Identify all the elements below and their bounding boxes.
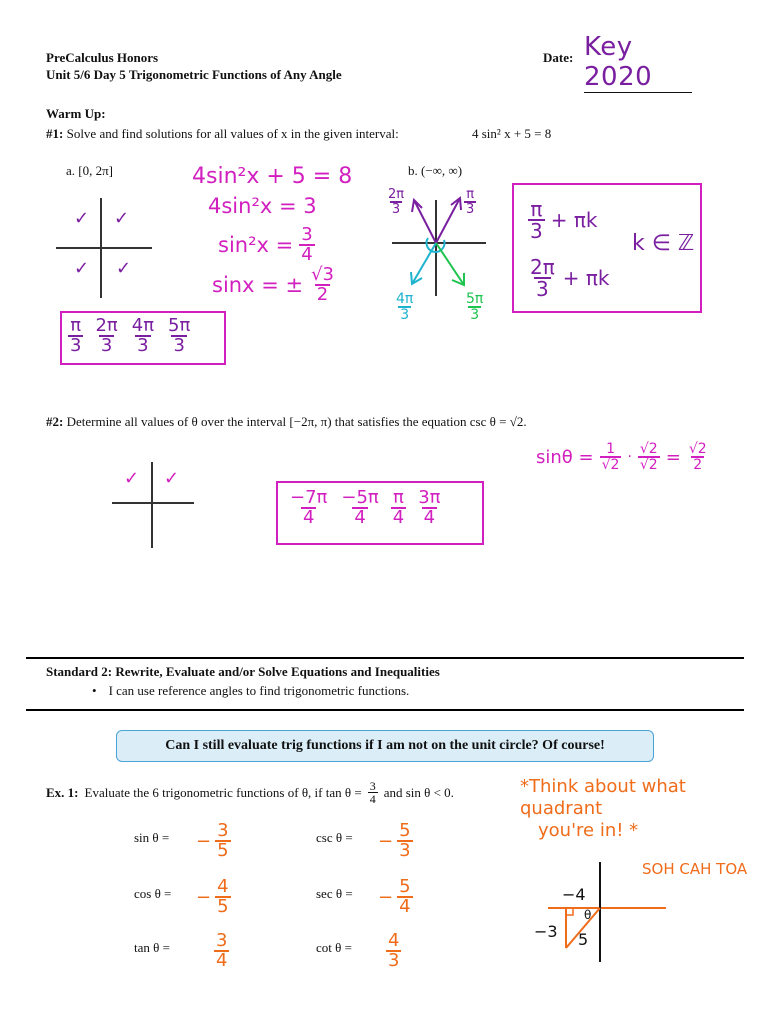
work-a-line1: 4sin²x + 5 = 8 [192,164,353,189]
frac-den: 2 [316,284,329,305]
standard-bullet: • I can use reference angles to find trigonometric functions. [92,683,410,698]
soh-cah-toa: SOH CAH TOA [642,860,748,878]
answer-b-line1 [528,199,597,241]
q1-number: #1: [46,126,64,141]
triangle-opp-label: −3 [534,922,558,941]
q2-work-lhs: sinθ = [536,446,594,468]
frac-num: 5π [466,291,484,307]
divider-bottom [26,709,744,711]
frac-num: −5π [341,487,379,508]
ex1-label: Ex. 1: [46,784,79,800]
frac-den: 3 [173,335,185,356]
frac-num: 4 [388,930,400,951]
answer-box-b [512,183,702,313]
work-a-line2: 4sin²x = 3 [208,194,317,218]
work-a-line3-lhs: sin²x = [218,233,294,257]
frac-num: 4π [131,315,155,336]
check-q1: ✓ [114,208,130,229]
frac-num: 3 [301,224,313,245]
q2-work-f1 [600,442,622,472]
frac-num: π [466,187,475,202]
frac-den: 4 [302,507,315,528]
frac-num: 2π [530,255,555,279]
answer-q2-2 [339,489,380,527]
tan-value [210,932,229,970]
answer-q2-4 [416,489,442,527]
sin-value [196,822,231,860]
frac-num: 4 [217,876,229,897]
q1-equation: 4 sin² x + 5 = 8 [472,126,552,141]
angle-pi3 [464,188,476,216]
cos-value [196,878,231,916]
answer-a-1 [68,317,83,355]
frac-num: 4π [396,291,414,307]
csc-sign: − [378,830,394,852]
q2-work: sinθ = $\frac{1}{√2}$ · $\frac{√2}{√2}$ = $\frac{√2}{2}$ [536,441,707,473]
frac-den: 3 [530,219,543,243]
tan-label: tan θ = [134,940,170,955]
frac-den: 3 [536,277,549,301]
arrow-4pi3 [412,243,436,284]
csc-value [378,822,413,860]
frac-num: √2 [688,441,707,457]
sec-value [378,878,413,916]
ex1-prompt [46,780,454,805]
answer-a-2 [93,317,119,355]
frac-den: 3 [470,307,480,323]
ex1-note-line1: *Think about what quadrant [520,776,686,819]
work-a-line3 [218,226,315,264]
ex1-tan-frac [368,780,378,805]
triangle-hyp-label: 5 [578,930,589,949]
warmup-title: Warm Up: [46,106,106,121]
answer-b-line1-tail: + πk [550,208,598,232]
answer-a-3 [130,317,156,355]
frac-num: 2π [388,187,405,202]
answer-box-q2 [276,481,484,545]
frac-num: π [530,197,543,221]
sin-sign: − [196,830,212,852]
triangle-angle-label: θ [584,908,592,922]
frac-den: 3 [137,335,149,356]
frac-den: 3 [100,335,113,356]
q1-text: Solve and find solutions for all values of x in the given interval: [66,126,399,141]
frac-den: 4 [392,507,405,528]
triangle-adj-label: −4 [562,885,586,904]
frac-den: 2 [693,457,703,473]
q2-number: #2: [46,414,64,429]
frac-den: 4 [354,507,366,528]
frac-num: √2 [639,441,658,457]
q2-work-f2 [638,442,660,472]
ex1-text-post: and sin θ < 0. [383,784,454,800]
sin-label: sin θ = [134,830,170,845]
divider-top [26,657,744,659]
cot-label: cot θ = [316,940,352,955]
date-value: Key 2020 [584,32,692,93]
standard-bullet-text: I can use reference angles to find trigonometric functions. [108,683,410,698]
frac-num: 3 [369,779,376,793]
frac-den: 5 [217,896,229,917]
check-q3: ✓ [74,258,90,279]
frac-den: 3 [466,202,475,217]
cos-label: cos θ = [134,886,172,901]
frac-num: −7π [290,487,328,508]
answer-q2-3 [391,489,406,527]
sec-label: sec θ = [316,886,353,901]
answer-a-4 [166,317,192,355]
check-q4: ✓ [116,258,132,279]
frac-num: 1 [606,441,615,457]
arrow-2pi3 [414,200,436,243]
ex1-note [520,776,768,842]
frac-num: 3π [418,487,441,508]
frac-den: 3 [70,335,82,356]
angle-5pi3 [464,292,485,322]
frac-den: √2 [601,457,620,473]
answer-b-line2 [528,257,610,299]
frac-den: 3 [399,840,411,861]
part-b-label: b. (−∞, ∞) [408,163,463,178]
frac-den: 4 [216,950,228,971]
frac-num: 5 [399,820,411,841]
frac-den: 4 [369,792,376,806]
standard-title: Standard 2: Rewrite, Evaluate and/or Solve Equations and Inequalities [46,664,440,679]
check-q2-b: ✓ [164,468,180,489]
frac-den: 3 [391,202,401,217]
answer-box-a [60,311,226,365]
work-a-line4-lhs: sinx = ± [212,273,304,297]
date-label: Date: [543,50,574,65]
work-a-frac1 [299,226,314,264]
work-a-line4 [212,266,336,304]
cot-value [382,932,401,970]
course-title: PreCalculus Honors [46,50,159,65]
part-a-label: a. [0, 2π] [66,163,113,178]
answer-q2-1 [288,489,329,527]
frac-den: 3 [400,307,410,323]
ex1-text-pre: Evaluate the 6 trigonometric functions of θ, if tan θ = [84,784,362,800]
angle-4pi3 [394,292,415,322]
frac-num: 3 [217,820,229,841]
frac-num: π [70,315,82,336]
frac-den: √2 [639,457,658,473]
check-q2-a: ✓ [124,468,140,489]
ex1-note-line2: you're in! * [538,820,639,841]
frac-num: √3 [311,264,334,285]
angle-2pi3 [386,188,406,216]
frac-den: 5 [217,840,229,861]
frac-num: 3 [216,930,228,951]
csc-label: csc θ = [316,830,353,845]
cos-sign: − [196,886,212,908]
q2-prompt [46,414,527,430]
arrow-pi3 [436,198,460,243]
question-banner: Can I still evaluate trig functions if I am not on the unit circle? Of course! [116,730,654,762]
work-a-frac2 [309,266,336,304]
frac-num: π [393,487,404,508]
q2-text: Determine all values of θ over the interval [−2π, π) that satisfies the equation csc θ = √2. [66,414,527,429]
answer-b-set: k ∈ ℤ [632,231,695,256]
frac-den: 3 [388,950,400,971]
sec-sign: − [378,886,394,908]
frac-den: 4 [301,244,313,265]
frac-num: 5 [399,876,411,897]
q2-work-f3 [687,442,709,472]
frac-den: 4 [399,896,411,917]
check-q2: ✓ [74,208,90,229]
frac-num: 2π [95,315,118,336]
arrow-5pi3 [436,243,464,285]
unit-title: Unit 5/6 Day 5 Trigonometric Functions of Any Angle [46,67,342,82]
frac-num: 5π [168,315,191,336]
frac-den: 4 [423,507,436,528]
answer-b-line2-tail: + πk [562,266,610,290]
